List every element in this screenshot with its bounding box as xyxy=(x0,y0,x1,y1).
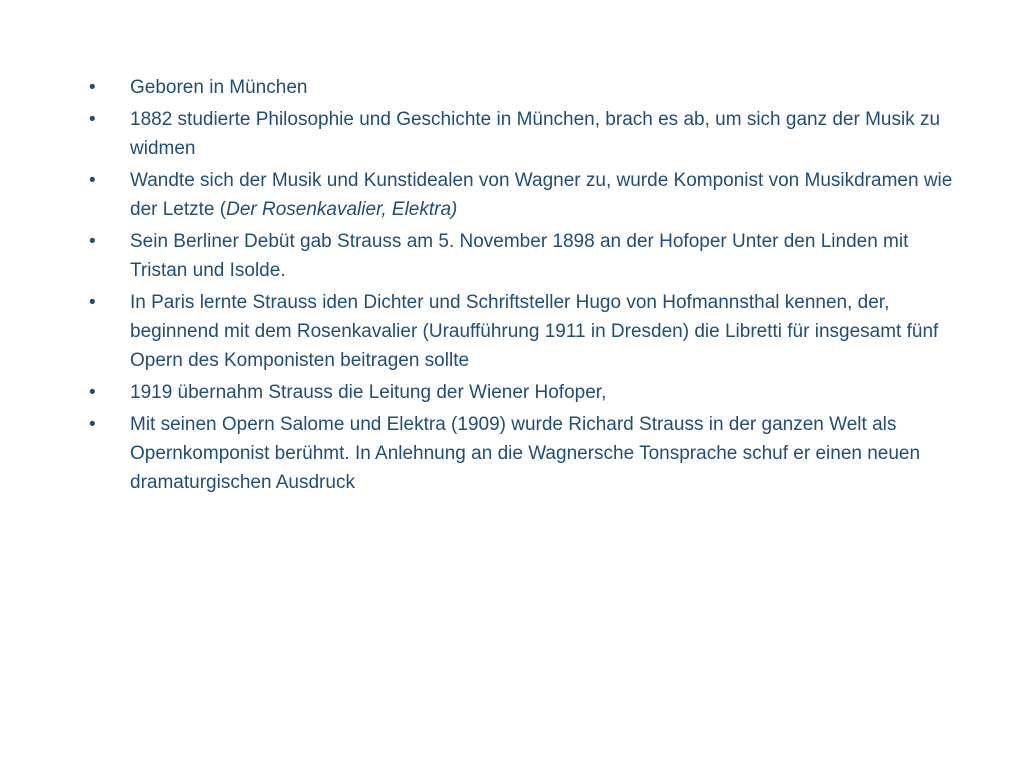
bullet-item-paris xyxy=(87,288,957,375)
bullet-item-studies xyxy=(87,105,957,163)
bullet-item-birth xyxy=(87,73,957,102)
bullet-text: In Paris lernte Strauss iden Dichter und Schriftsteller Hugo von Hofmannsthal kennen, der, beginnend mit dem Rosenkavalier (Uraufführung 1911 in Dresden) die Libretti für insgesamt fünf Opern des Komponisten beitragen sollte xyxy=(130,292,939,371)
bullet-point-icon: • xyxy=(89,414,96,435)
bullet-point-icon: • xyxy=(89,170,96,191)
bullet-text: Geboren in München xyxy=(130,77,308,98)
bullet-text: Sein Berliner Debüt gab Strauss am 5. November 1898 an der Hofoper Unter den Linden mit Tristan und Isolde. xyxy=(130,231,909,281)
bullet-item-berlin-debut xyxy=(87,227,957,285)
bullet-item-operas xyxy=(87,410,957,497)
bullet-text: 1919 übernahm Strauss die Leitung der Wiener Hofoper, xyxy=(130,382,607,403)
bullet-point-icon: • xyxy=(89,109,96,130)
bullet-list xyxy=(87,73,957,500)
bullet-point-icon: • xyxy=(89,231,96,252)
bullet-text: 1882 studierte Philosophie und Geschichte in München, brach es ab, um sich ganz der Musik zu widmen xyxy=(130,109,941,159)
bullet-point-icon: • xyxy=(89,382,96,403)
bullet-point-icon: • xyxy=(89,292,96,313)
bullet-item-vienna xyxy=(87,378,957,407)
bullet-point-icon: • xyxy=(89,77,96,98)
bullet-text-italic: Der Rosenkavalier, Elektra) xyxy=(226,199,458,220)
bullet-text: Mit seinen Opern Salome und Elektra (1909) wurde Richard Strauss in der ganzen Welt als Opernkomponist berühmt. In Anlehnung an die Wagnersche Tonsprache schuf er einen neuen dramaturgischen Ausdruck xyxy=(130,414,921,493)
bullet-text: Wandte sich der Musik und Kunstidealen von Wagner zu, wurde Komponist von Musikdramen wie der Letzte ( xyxy=(130,170,953,220)
bullet-item-wagner xyxy=(87,166,957,224)
